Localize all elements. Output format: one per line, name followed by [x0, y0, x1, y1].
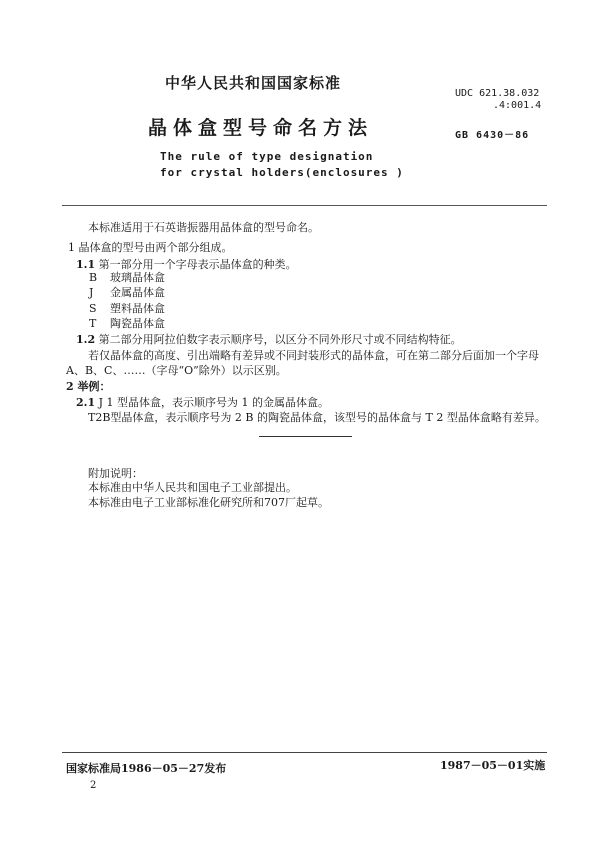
section-1-1-number: 1.1 [76, 258, 96, 271]
section-1: 1 晶体盒的型号由两个部分组成。 [68, 241, 233, 254]
type-desc-s: 塑料晶体盒 [110, 302, 165, 315]
national-standard-heading: 中华人民共和国国家标准 [165, 74, 342, 92]
section-1-2-extra-a: 若仅晶体盒的高度、引出端略有差异或不同封装形式的晶体盒，可在第二部分后面加一个字母 [88, 349, 539, 362]
section-1-2-text: 第二部分用阿拉伯数字表示顺序号，以区分不同外形尺寸或不同结构特征。 [95, 333, 462, 346]
section-2-1-number: 2.1 [76, 396, 96, 409]
type-desc-b: 玻璃晶体盒 [110, 271, 165, 284]
section-2-1-text: J 1 型晶体盒，表示顺序号为 1 的金属晶体盒。 [95, 396, 330, 409]
document-title: 晶体盒型号命名方法 [148, 117, 374, 139]
section-1-1 [76, 258, 297, 272]
header-divider [62, 205, 547, 206]
section-2: 2 举例： [66, 380, 111, 393]
udc-line2: .4:001.4 [493, 100, 542, 111]
type-letter-t: T [89, 317, 97, 330]
footer-divider [62, 752, 547, 753]
type-letter-j: J [89, 286, 94, 299]
appendix-line1: 本标准由中华人民共和国电子工业部提出。 [88, 481, 297, 494]
page-number: 2 [90, 780, 97, 791]
type-desc-j: 金属晶体盒 [110, 286, 165, 299]
end-of-text-divider [259, 436, 352, 437]
type-letter-s: S [89, 302, 97, 315]
section-1-2-extra-b: A、B、C、……（字母“O”除外）以示区别。 [66, 364, 287, 377]
section-1-1-text: 第一部分用一个字母表示晶体盒的种类。 [95, 258, 297, 271]
gb-number: GB 6430－86 [455, 130, 530, 141]
intro-paragraph: 本标准适用于石英谐振器用晶体盒的型号命名。 [88, 221, 319, 234]
publication-date: 国家标准局1986－05－27发布 [66, 762, 227, 775]
appendix-line2: 本标准由电子工业部标准化研究所和707厂起草。 [88, 496, 329, 509]
section-1-2 [76, 333, 462, 347]
section-2-1 [76, 396, 329, 410]
section-2-example-2: T2B型晶体盒，表示顺序号为 2 B 的陶瓷晶体盒，该型号的晶体盒与 T 2 型晶体盒略有差异。 [88, 411, 546, 424]
english-title-line1: The rule of type designation [160, 150, 374, 163]
appendix-heading: 附加说明： [88, 467, 143, 480]
type-letter-b: B [89, 271, 98, 284]
section-1-2-number: 1.2 [76, 333, 96, 346]
udc-code [455, 88, 541, 112]
english-title-line2: for crystal holders(enclosures ) [160, 166, 404, 179]
implementation-date: 1987－05－01实施 [440, 759, 546, 772]
udc-line1: UDC 621.38.032 [455, 88, 540, 99]
type-desc-t: 陶瓷晶体盒 [110, 317, 165, 330]
